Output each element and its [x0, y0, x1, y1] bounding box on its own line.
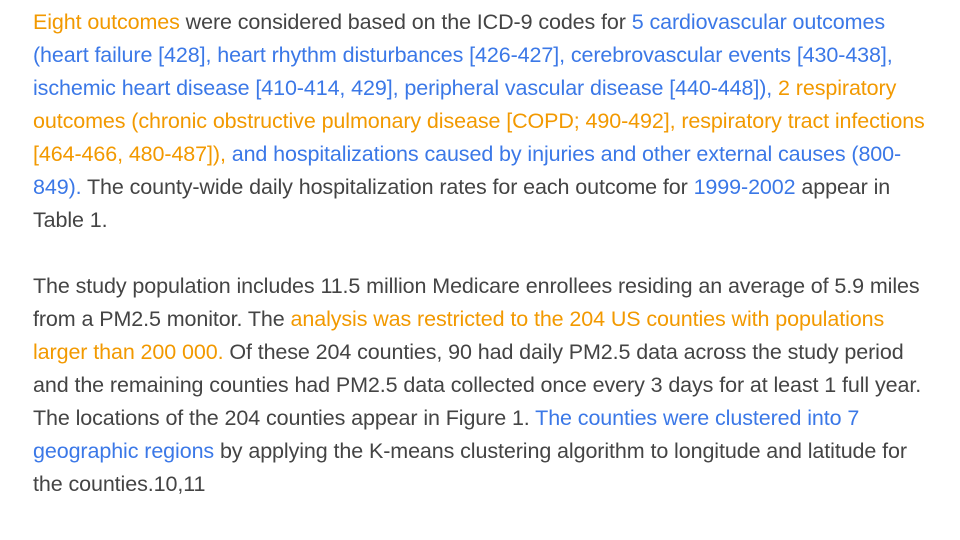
highlight-orange: Eight outcomes [33, 10, 180, 34]
highlight-blue: 5 cardiovascular outcomes (heart failure [428], heart rhythm disturbances [426-427], cerebrovascular events [430-438], ischemic heart disease [410-414, 429], peripheral vascular disease [440-448]), [33, 10, 893, 100]
highlight-orange: 2 respiratory outcomes (chronic obstructive pulmonary disease [COPD; 490-492], respiratory tract infections [464-466, 480-487]), [33, 76, 925, 166]
highlight-blue: The counties were clustered into 7 geographic regions [33, 406, 860, 463]
plain-text: were considered based on the ICD-9 codes for [179, 10, 632, 34]
document-body [33, 6, 933, 501]
paragraph-outcomes [33, 6, 933, 237]
paragraph-study-population [33, 270, 933, 501]
plain-text: The study population includes 11.5 million Medicare enrollees residing an average of 5.9 miles from a PM2.5 monitor. The [33, 274, 920, 331]
highlight-orange: analysis was restricted to the 204 US counties with populations larger than 200 000. [33, 307, 885, 364]
plain-text: appear in Table 1. [33, 175, 891, 232]
plain-text: The county-wide daily hospitalization rates for each outcome for [81, 175, 694, 199]
plain-text: Of these 204 counties, 90 had daily PM2.5 data across the study period and the remaining counties had PM2.5 data collected once every 3 days for at least 1 full year. The locations of the 204 counties appear in Figure 1. [33, 340, 922, 430]
highlight-blue: 1999-2002 [693, 175, 796, 199]
highlight-blue: and hospitalizations caused by injuries and other external causes (800-849). [33, 142, 902, 199]
plain-text: by applying the K-means clustering algorithm to longitude and latitude for the counties.10,11 [33, 439, 907, 496]
